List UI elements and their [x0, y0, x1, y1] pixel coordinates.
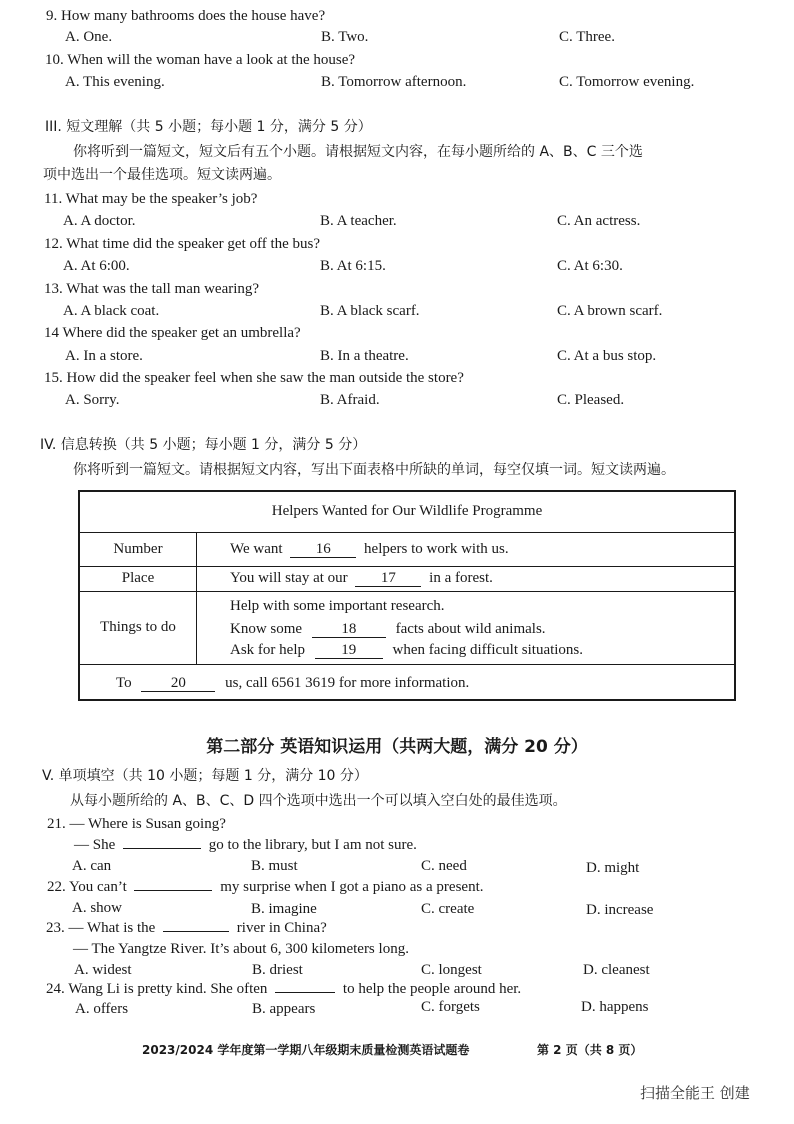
- section-4-heading: IV. 信息转换（共 5 小题；每小题 1 分，满分 5 分）: [40, 437, 367, 453]
- question-21-option-a: A. can: [72, 858, 112, 874]
- section-5-instruction: 从每小题所给的 A、B、C、D 四个选项中选出一个可以填入空白处的最佳选项。: [70, 793, 567, 809]
- question-9-stem: 9. How many bathrooms does the house have?: [46, 8, 326, 24]
- table-column-divider: [196, 532, 197, 664]
- question-24-option-c: C. forgets: [421, 999, 480, 1015]
- row-number-text-after: helpers to work with us.: [364, 541, 509, 557]
- question-14-option-c: C. At a bus stop.: [557, 348, 657, 364]
- row-things-line3-after: when facing difficult situations.: [392, 642, 584, 658]
- question-21-stem: 21. — Where is Susan going?: [47, 816, 226, 832]
- table-divider: [80, 591, 734, 592]
- question-14-stem: 14 Where did the speaker get an umbrella?: [44, 325, 301, 341]
- question-22-option-b: B. imagine: [251, 901, 317, 917]
- question-23-before: 23. — What is the: [46, 920, 156, 936]
- question-10-option-c: C. Tomorrow evening.: [559, 74, 695, 90]
- question-23-blank[interactable]: [163, 931, 229, 932]
- question-24-blank[interactable]: [275, 992, 335, 993]
- question-23-option-c: C. longest: [421, 962, 482, 978]
- blank-16[interactable]: 16: [290, 542, 356, 558]
- row-place-text-before: You will stay at our: [230, 570, 348, 586]
- question-10-option-a: A. This evening.: [65, 74, 165, 90]
- question-22-stem: [47, 880, 484, 895]
- question-11-option-c: C. An actress.: [557, 213, 641, 229]
- question-9-option-b: B. Two.: [321, 29, 369, 45]
- section-5-heading: V. 单项填空（共 10 小题；每题 1 分，满分 10 分）: [42, 768, 368, 784]
- question-15-stem: 15. How did the speaker feel when she saw the man outside the store?: [44, 370, 464, 386]
- question-21-line2-before: — She: [74, 837, 116, 853]
- page-footer-title: 2023/2024 学年度第一学期八年级期末质量检测英语试题卷: [142, 1043, 470, 1057]
- question-14-option-a: A. In a store.: [65, 348, 143, 364]
- question-21-option-d: D. might: [586, 860, 640, 876]
- question-23-option-b: B. driest: [252, 962, 303, 978]
- question-9-option-c: C. Three.: [559, 29, 615, 45]
- question-21-option-b: B. must: [251, 858, 298, 874]
- question-24-before: 24. Wang Li is pretty kind. She often: [46, 981, 268, 997]
- row-things-line1: Help with some important research.: [230, 598, 445, 614]
- question-11-option-b: B. A teacher.: [320, 213, 397, 229]
- section-3-instruction-line2: 项中选出一个最佳选项。短文读两遍。: [43, 167, 281, 183]
- row-place-content: [230, 571, 493, 587]
- section-3-instruction-line1: 你将听到一篇短文，短文后有五个小题。请根据短文内容，在每小题所给的 A、B、C 三个选: [73, 144, 643, 160]
- question-13-option-a: A. A black coat.: [63, 303, 160, 319]
- question-12-stem: 12. What time did the speaker get off the bus?: [44, 236, 321, 252]
- blank-17[interactable]: 17: [355, 571, 421, 587]
- question-22-option-d: D. increase: [586, 902, 654, 918]
- question-15-option-a: A. Sorry.: [65, 392, 120, 408]
- question-21-line2: [74, 838, 417, 853]
- table-title: Helpers Wanted for Our Wildlife Programme: [271, 503, 543, 519]
- table-divider: [80, 532, 734, 533]
- blank-19[interactable]: 19: [315, 643, 383, 659]
- question-23-option-a: A. widest: [74, 962, 132, 978]
- question-21-blank[interactable]: [123, 848, 201, 849]
- question-15-option-b: B. Afraid.: [320, 392, 380, 408]
- row-label-number: Number: [113, 541, 163, 557]
- question-15-option-c: C. Pleased.: [557, 392, 625, 408]
- row-things-line3: [230, 643, 583, 659]
- row-contact-text-before: To: [116, 675, 132, 691]
- question-11-option-a: A. A doctor.: [63, 213, 136, 229]
- row-number-content: [230, 542, 509, 558]
- row-things-line2-before: Know some: [230, 621, 303, 637]
- question-12-option-c: C. At 6:30.: [557, 258, 623, 274]
- question-14-option-b: B. In a theatre.: [320, 348, 409, 364]
- row-number-text-before: We want: [230, 541, 283, 557]
- info-table: [78, 490, 736, 701]
- row-things-line2-after: facts about wild animals.: [395, 621, 546, 637]
- question-24-option-a: A. offers: [75, 1001, 129, 1017]
- section-4-instruction: 你将听到一篇短文。请根据短文内容，写出下面表格中所缺的单词，每空仅填一词。短文读两遍。: [73, 462, 675, 478]
- question-23-line2: — The Yangtze River. It’s about 6, 300 kilometers long.: [73, 941, 409, 957]
- question-13-stem: 13. What was the tall man wearing?: [44, 281, 260, 297]
- row-label-things-to-do: Things to do: [100, 619, 176, 635]
- part-2-title: 第二部分 英语知识运用（共两大题，满分 20 分）: [206, 737, 588, 757]
- question-24-after: to help the people around her.: [342, 981, 522, 997]
- question-13-option-c: C. A brown scarf.: [557, 303, 663, 319]
- question-12-option-b: B. At 6:15.: [320, 258, 386, 274]
- question-23-stem: [46, 921, 327, 936]
- blank-18[interactable]: 18: [312, 622, 386, 638]
- question-22-blank[interactable]: [134, 890, 212, 891]
- question-22-after: my surprise when I got a piano as a present.: [220, 879, 484, 895]
- question-22-option-c: C. create: [421, 901, 475, 917]
- question-24-option-d: D. happens: [581, 999, 649, 1015]
- question-21-line2-after: go to the library, but I am not sure.: [208, 837, 417, 853]
- question-21-option-c: C. need: [421, 858, 467, 874]
- question-10-stem: 10. When will the woman have a look at the house?: [45, 52, 356, 68]
- row-things-line2: [230, 622, 546, 638]
- question-24-stem: [46, 982, 521, 997]
- question-10-option-b: B. Tomorrow afternoon.: [321, 74, 467, 90]
- blank-20[interactable]: 20: [141, 676, 215, 692]
- row-place-text-after: in a forest.: [429, 570, 493, 586]
- row-contact-content: [116, 676, 469, 692]
- question-22-before: 22. You can’t: [47, 879, 127, 895]
- row-label-place: Place: [121, 570, 155, 586]
- table-divider: [80, 664, 734, 665]
- scanner-watermark: 扫描全能王 创建: [640, 1084, 750, 1102]
- row-things-line3-before: Ask for help: [230, 642, 305, 658]
- question-24-option-b: B. appears: [252, 1001, 316, 1017]
- section-3-heading: III. 短文理解（共 5 小题；每小题 1 分，满分 5 分）: [45, 119, 372, 135]
- row-contact-text-after: us, call 6561 3619 for more information.: [225, 675, 470, 691]
- table-divider: [80, 566, 734, 567]
- question-23-after: river in China?: [236, 920, 327, 936]
- page-number: 第 2 页（共 8 页）: [537, 1043, 643, 1057]
- question-23-option-d: D. cleanest: [583, 962, 650, 978]
- question-12-option-a: A. At 6:00.: [63, 258, 130, 274]
- question-11-stem: 11. What may be the speaker’s job?: [44, 191, 258, 207]
- question-22-option-a: A. show: [72, 900, 123, 916]
- question-9-option-a: A. One.: [65, 29, 113, 45]
- question-13-option-b: B. A black scarf.: [320, 303, 420, 319]
